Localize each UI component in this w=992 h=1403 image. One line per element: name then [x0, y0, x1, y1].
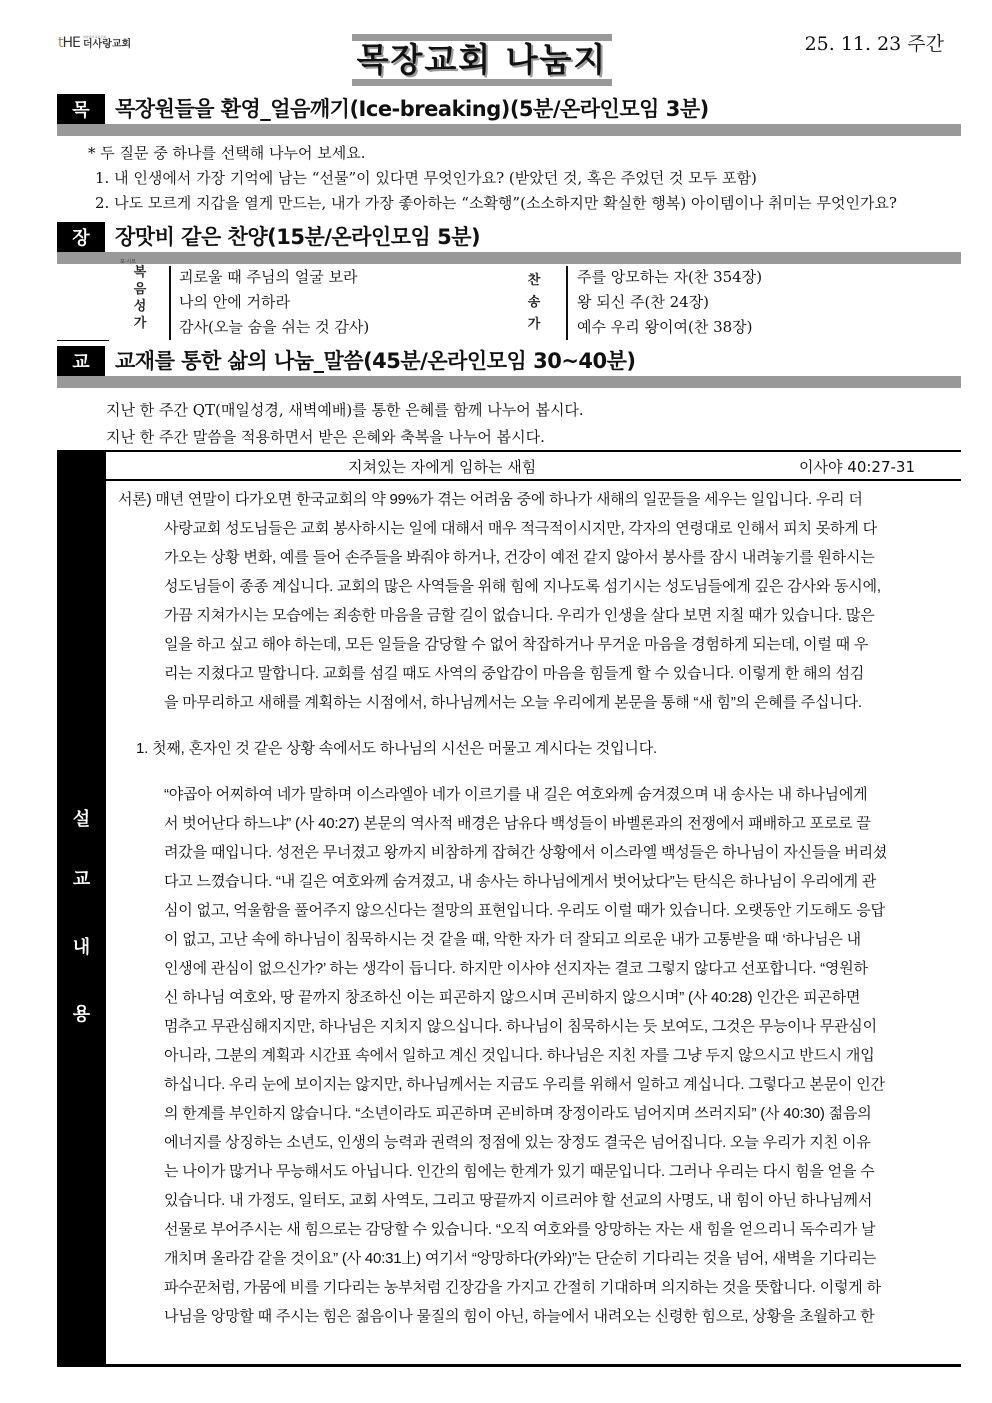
- body-line: 다고 느꼈습니다. “내 길은 여호와께 숨겨졌고, 내 송사는 하나님에게서 벗어났다”는 탄식은 하나님이 우리에게 관: [164, 873, 877, 890]
- body-line: 아니라, 그분의 계획과 시간표 속에서 일하고 계신 것입니다. 하나님은 지친 자를 그냥 두지 않으시고 반드시 개입: [164, 1047, 875, 1064]
- logo-name: 더사랑교회: [82, 39, 132, 50]
- gospel-label: 복 음 성 가: [133, 265, 147, 331]
- intro-line: 리는 지쳤다고 말합니다. 교회를 섬길 때도 사역의 중압감이 마음을 힘들게 할 수 있습니다. 이렇게 한 해의 섬김: [164, 665, 865, 682]
- body-line: 신 하나님 여호와, 땅 끝까지 창조하신 이는 피곤하지 않으시며 곤비하지 않으시며” (사 40:28) 인간은 피곤하면: [164, 989, 861, 1006]
- hymn-label: 찬 송 가: [527, 273, 541, 332]
- section-header-jang: [57, 222, 961, 264]
- section-badge: 장: [57, 222, 105, 252]
- point-heading: 1. 첫째, 혼자인 것 같은 상황 속에서도 하나님의 시선은 머물고 계시다는 것입니다.: [136, 740, 657, 757]
- page-title-banner: [352, 34, 612, 86]
- sermon-header: [106, 450, 961, 481]
- tiny-label: 포·시모: [120, 259, 137, 265]
- hymn-1: 주를 앙모하는 자(찬 354장): [577, 268, 763, 286]
- week-date: 25. 11. 23 주간: [804, 33, 944, 55]
- intro-line: 서론) 매년 연말이 다가오면 한국교회의 약 99%가 겪는 어려움 중에 하나가 새해의 일꾼들을 세우는 일입니다. 우리 더: [118, 491, 863, 508]
- body-line: 하십니다. 우리 눈에 보이지는 않지만, 하나님께서는 지금도 우리를 위해서 일하고 계십니다. 그렇다고 본문이 인간: [164, 1076, 885, 1093]
- sharing-prompt-1: 지난 한 주간 QT(매일성경, 새벽예배)를 통한 은혜를 함께 나누어 봅시다.: [106, 401, 584, 419]
- body-line: 심이 없고, 억울함을 풀어주지 않으신다는 절망의 표현입니다. 우리도 이럴 때가 있습니다. 오랫동안 기도해도 응답: [164, 902, 885, 919]
- song-list: [57, 259, 961, 340]
- section-bar: [57, 376, 961, 388]
- body-line: 멈추고 무관심해지지만, 하나님은 지치지 않으십니다. 하나님이 침묵하시는 듯 보여도, 그것은 무능이나 무관심이: [164, 1018, 877, 1035]
- sermon-side-label: 설 교 내 용: [57, 450, 106, 1367]
- icebreak-instruction: * 두 질문 중 하나를 선택해 나누어 보세요.: [88, 144, 366, 162]
- sharing-prompt-2: 지난 한 주간 말씀을 적용하면서 받은 은혜와 축복을 나누어 봅시다.: [106, 428, 545, 446]
- gospel-song-1: 괴로울 때 주님의 얼굴 보라: [179, 268, 358, 286]
- body-line: 인생에 관심이 없으신가?’ 하는 생각이 듭니다. 하지만 이사야 선지자는 결코 그렇지 않다고 선포합니다. “영원하: [164, 960, 868, 977]
- body-line: 선물로 부어주시는 새 힘으로는 감당할 수 있습니다. “오직 여호와를 앙망하는 자는 새 힘을 얻으리니 독수리가 날: [164, 1221, 876, 1238]
- section-header-gyo: [57, 346, 961, 388]
- page-title: 목장교회 나눔지: [356, 40, 608, 79]
- section-badge: 교: [57, 346, 105, 376]
- hymn-3: 예수 우리 왕이여(찬 38장): [577, 318, 753, 336]
- title-bar-bottom: [352, 79, 612, 86]
- sermon-content: [106, 450, 961, 1367]
- sermon-title: 지쳐있는 자에게 임하는 새힘: [348, 458, 537, 476]
- body-line: “야곱아 어찌하여 네가 말하며 이스라엘아 네가 이르기를 내 길은 여호와께 숨겨졌으며 내 송사는 내 하나님에게: [164, 786, 868, 803]
- logo-mark: tHE: [58, 35, 80, 51]
- intro-line: 일을 하고 싶고 해야 하는데, 모든 일들을 감당할 수 없어 착잡하거나 무거운 마음을 경험하게 되는데, 이럴 때 우: [164, 636, 869, 653]
- body-line: 서 벗어난다 하느냐” (사 40:27) 본문의 역사적 배경은 남유다 백성들이 바벨론과의 전쟁에서 패배하고 포로로 끌: [164, 815, 871, 832]
- intro-line: 을 마무리하고 새해를 계획하는 시점에서, 하나님께서는 오늘 우리에게 본문을 통해 “새 힘”의 은혜를 주십니다.: [164, 694, 862, 711]
- body-line: 파수꾼처럼, 가뭄에 비를 기다리는 농부처럼 긴장감을 가지고 간절히 기대하며 의지하는 것을 뜻합니다. 이렇게 하: [164, 1279, 881, 1296]
- section-badge: 목: [57, 94, 105, 124]
- section-title: 장맛비 같은 찬양(15분/온라인모임 5분): [115, 225, 481, 249]
- gospel-divider: [169, 266, 171, 340]
- hymn-2: 왕 되신 주(찬 24장): [577, 293, 710, 311]
- intro-line: 가오는 상황 변화, 예를 들어 손주들을 봐줘야 하거나, 건강이 예전 같지 않아서 봉사를 잠시 내려놓기를 원하시는: [164, 549, 875, 566]
- icebreak-question-2: 2. 나도 모르게 지갑을 열게 만드는, 내가 가장 좋아하는 “소확행”(소소하지만 확실한 행복) 아이템이나 취미는 무엇인가요?: [95, 194, 897, 212]
- hymn-divider: [566, 266, 568, 340]
- gospel-song-3: 감사(오늘 숨을 쉬는 것 감사): [179, 318, 370, 336]
- body-line: 있습니다. 내 가정도, 일터도, 교회 사역도, 그리고 땅끝까지 이르러야 할 선교의 사명도, 내 힘이 아닌 하나님께서: [164, 1192, 873, 1209]
- body-line: 려갔을 때입니다. 성전은 무너졌고 왕까지 비참하게 잡혀간 상황에서 이스라엘 백성들은 하나님이 자신들을 버리셨: [164, 844, 888, 861]
- body-line: 는 나이가 많거나 무능해서도 아닙니다. 인간의 힘에는 한계가 있기 때문입니다. 그러나 우리는 다시 힘을 얻을 수: [164, 1163, 875, 1180]
- section-title: 목장원들을 환영_얼음깨기(Ice-breaking)(5분/온라인모임 3분): [115, 97, 709, 121]
- intro-line: 사랑교회 성도님들은 교회 봉사하시는 일에 대해서 매우 적극적이시지만, 각자의 연령대로 인해서 피치 못하게 다: [164, 520, 877, 537]
- section-bar: [57, 124, 961, 136]
- body-line: 개치며 올라감 같을 것이요” (사 40:31上) 여기서 “앙망하다(카와)”는 단순히 기다리는 것을 넘어, 새벽을 기다리는: [164, 1250, 877, 1267]
- intro-line: 가끔 지쳐가시는 모습에는 죄송한 마음을 금할 길이 없습니다. 우리가 인생을 살다 보면 지칠 때가 있습니다. 많은: [164, 607, 875, 624]
- section-title: 교재를 통한 삶의 나눔_말씀(45분/온라인모임 30~40분): [115, 349, 636, 373]
- section-header-mok: [57, 94, 961, 136]
- body-line: 나님을 앙망할 때 주시는 힘은 젊음이나 물질의 힘이 아닌, 하늘에서 내려오는 신령한 힘으로, 상황을 초월하고 한: [164, 1308, 875, 1325]
- divider: [57, 340, 109, 341]
- body-line: 이 없고, 고난 속에 하나님이 침묵하시는 것 같을 때, 악한 자가 더 잘되고 의로운 내가 고통받을 때 ‘하나님은 내: [164, 931, 861, 948]
- intro-line: 성도님들이 종종 계십니다. 교회의 많은 사역들을 위해 힘에 지나도록 섬기시는 성도님들에게 깊은 감사와 동시에,: [164, 578, 881, 595]
- body-line: 에너지를 상징하는 소년도, 인생의 능력과 권력의 정점에 있는 장정도 결국은 넘어집니다. 오늘 우리가 지친 이유: [164, 1134, 871, 1151]
- church-logo: [58, 35, 131, 51]
- logo-subtitle: 대한예수교장로회: [82, 35, 107, 39]
- scripture-reference: 이사야 40:27-31: [799, 458, 915, 476]
- sermon-block: [57, 450, 961, 1367]
- gospel-song-2: 나의 안에 거하라: [179, 293, 290, 311]
- icebreak-question-1: 1. 내 인생에서 가장 기억에 남는 “선물”이 있다면 무엇인가요? (받았던 것, 혹은 주었던 것 모두 포함): [95, 169, 757, 187]
- body-line: 의 한계를 부인하지 않습니다. “소년이라도 피곤하며 곤비하며 장정이라도 넘어지며 쓰러지되” (사 40:30) 젊음의: [164, 1105, 872, 1122]
